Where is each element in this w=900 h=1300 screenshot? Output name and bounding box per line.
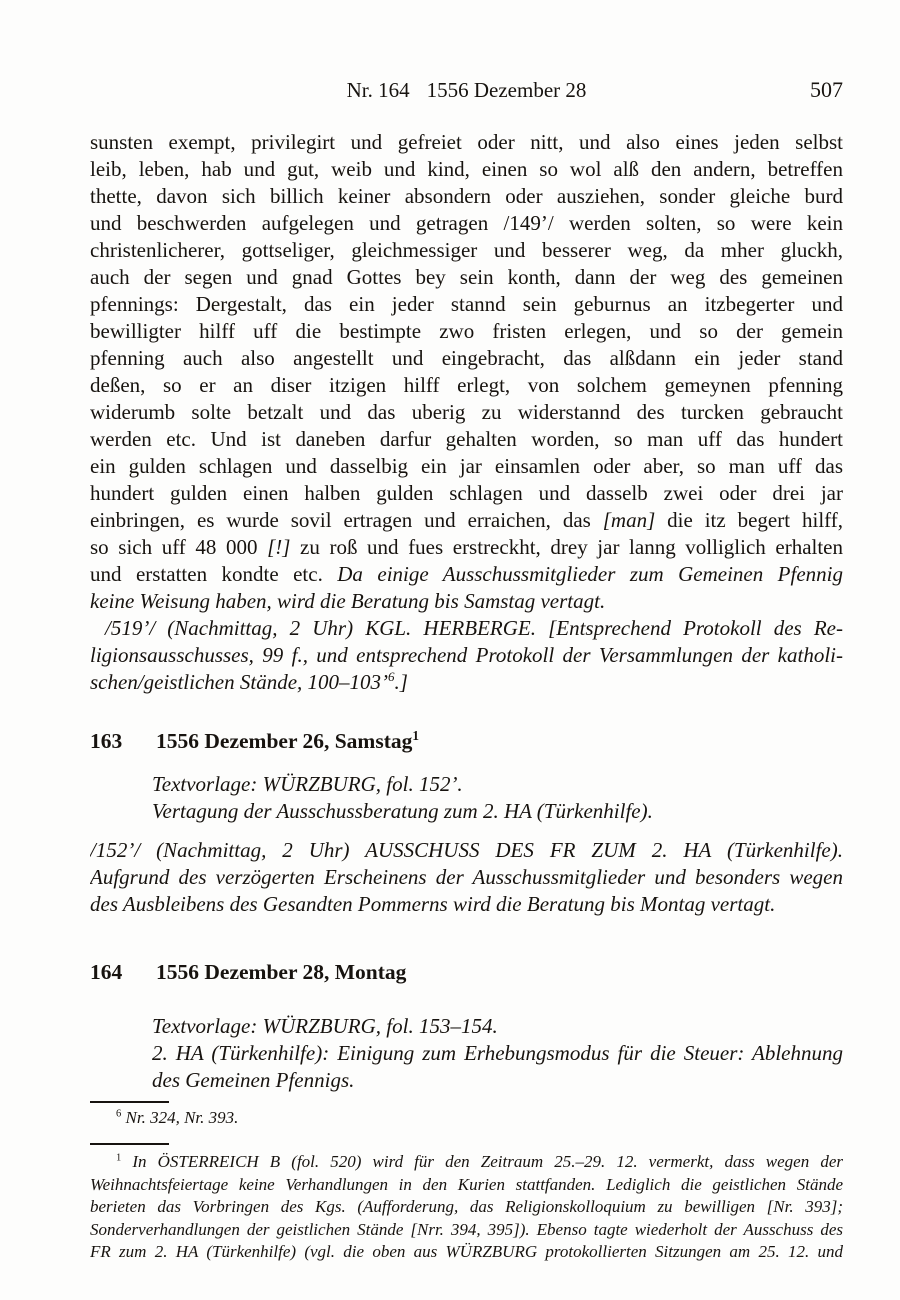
section-163-body	[90, 837, 843, 918]
text-segment: berieten das Vorbringen des Kgs. (Aufforderung, das Religionskolloquium zu bewilligen [Nr. 393];	[90, 1197, 843, 1217]
text-line	[90, 1219, 843, 1241]
text-line	[90, 642, 843, 669]
text-segment: Nr. 324, Nr. 393.	[121, 1108, 239, 1127]
footnote-6	[90, 1107, 843, 1129]
text-line	[90, 864, 843, 891]
text-line	[90, 426, 843, 453]
text-line	[90, 318, 843, 345]
text-segment: so sich uff 48 000	[90, 535, 268, 559]
text-line	[90, 588, 843, 615]
text-segment: /152’/ (Nachmittag, 2 Uhr) AUSSCHUSS DES FR ZUM 2. HA (Türkenhilfe).	[90, 838, 843, 862]
text-segment: ein gulden schlagen und dasselbig ein jar einsamlen oder aber, so man uff das	[90, 454, 843, 478]
section-number: 163	[90, 729, 123, 753]
section-title: 1556 Dezember 28, Montag	[156, 960, 407, 984]
section-164-regest	[152, 1013, 843, 1094]
footnote-ref: 6	[388, 669, 395, 684]
text-segment: christenlicherer, gottseliger, gleichmessiger und besserer weg, da mher gluckh,	[90, 238, 843, 262]
section-title: 1556 Dezember 26, Samstag$^1$	[156, 727, 420, 753]
text-line	[90, 1196, 843, 1218]
text-line	[90, 345, 843, 372]
text-line	[90, 453, 843, 480]
text-segment: In ÖSTERREICH B (fol. 520) wird für den Zeitraum 25.–29. 12. vermerkt, dass wegen der	[121, 1152, 843, 1172]
text-segment: werden etc. Und ist daneben darfur gehalten worden, so man uff das hundert	[90, 427, 843, 451]
continuation-paragraph	[90, 129, 843, 696]
text-segment: zu roß und fues erstreckht, drey jar lanng volliglich erhalten	[290, 535, 843, 559]
text-line	[90, 507, 843, 534]
text-line	[90, 534, 843, 561]
text-line	[90, 183, 843, 210]
footnote-1	[90, 1151, 843, 1263]
text-segment: und erstatten kondte etc.	[90, 562, 338, 586]
footnote-ref: 1	[412, 727, 420, 743]
text-line	[90, 1174, 843, 1196]
section-163-regest	[152, 771, 843, 825]
text-line	[152, 1013, 843, 1040]
text-line	[90, 1107, 843, 1129]
text-segment: pfennings: Dergestalt, das ein jeder stannd sein geburnus an itzbegerter und	[90, 292, 843, 316]
page-content	[90, 129, 843, 1263]
text-line	[90, 561, 843, 588]
text-segment: Textvorlage: WÜRZBURG, fol. 153–154.	[152, 1014, 498, 1038]
text-segment: keine Weisung haben, wird die Beratung bis Samstag vertagt.	[90, 589, 606, 613]
text-segment: thette, davon sich billich keiner absondern oder ausziehen, sonder gleiche burd	[90, 184, 843, 208]
text-segment: einbringen, es wurde sovil ertragen und erraichen, das	[90, 508, 603, 532]
text-line	[90, 1151, 843, 1173]
text-segment: die itz begert hilff,	[655, 508, 843, 532]
text-segment: des Ausbleibens des Gesandten Pommerns wird die Beratung bis Montag vertagt.	[90, 892, 776, 916]
footnote-ref: 1	[116, 1152, 122, 1164]
text-line	[90, 291, 843, 318]
text-line	[90, 399, 843, 426]
text-segment: bewilligter hilff uff die bestimpte zwo fristen erlegen, und so der gemein	[90, 319, 843, 343]
text-line	[90, 669, 843, 696]
text-line	[90, 372, 843, 399]
footnote-separator-rule	[90, 1101, 169, 1103]
text-segment: Da einige Ausschussmitglieder zum Gemeinen Pfennig	[337, 562, 843, 586]
text-segment: auch der segen und gnad Gottes bey sein konth, dann der weg des gemeinen	[90, 265, 843, 289]
text-segment: .]	[394, 670, 408, 694]
text-line	[152, 771, 843, 798]
text-segment: pfenning auch also angestellt und eingebracht, das alßdann ein jeder stand	[90, 346, 843, 370]
text-segment: FR zum 2. HA (Türkenhilfe) (vgl. die oben aus WÜRZBURG protokollierten Sitzungen am 25. 12. und	[90, 1241, 843, 1261]
text-segment: und beschwerden aufgelegen und getragen /149’/ werden solten, so were kein	[90, 211, 843, 235]
text-segment: Aufgrund des verzögerten Erscheinens der Ausschussmitglieder und besonders wegen	[90, 865, 843, 889]
text-segment: /519’/ (Nachmittag, 2 Uhr) KGL. HERBERGE. [Entsprechend Protokoll des Re-	[105, 616, 843, 640]
text-line	[90, 156, 843, 183]
text-segment: Vertagung der Ausschussberatung zum 2. HA (Türkenhilfe).	[152, 799, 653, 823]
text-segment: 2. HA (Türkenhilfe): Einigung zum Erhebungsmodus für die Steuer: Ablehnung	[152, 1041, 843, 1065]
running-header	[90, 77, 843, 104]
text-line	[90, 891, 843, 918]
running-title-nr: Nr. 164	[346, 78, 410, 102]
text-line	[90, 210, 843, 237]
text-segment: widerumb solte betzalt und das uberig zu widerstannd des turcken gebraucht	[90, 400, 843, 424]
text-segment: deßen, so er an diser itzigen hilff erlegt, von solchem gemeynen pfenning	[90, 373, 843, 397]
text-segment: [man]	[602, 508, 656, 532]
text-line	[90, 129, 843, 156]
text-segment: Textvorlage: WÜRZBURG, fol. 152’.	[152, 772, 463, 796]
text-segment: ligionsausschusses, 99 f., und entsprechend Protokoll der Versammlungen der katholi-	[90, 643, 843, 667]
text-line	[90, 615, 843, 642]
text-line	[152, 1040, 843, 1067]
text-segment: [!]	[267, 535, 291, 559]
running-title	[90, 77, 843, 104]
section-164-heading	[90, 958, 843, 986]
text-segment: hundert gulden einen halben gulden schlagen und dasselb zwei oder drei jar	[90, 481, 843, 505]
text-segment: Sonderverhandlungen der geistlichen Stände [Nrr. 394, 395]). Ebenso tagte wiederholt der Ausschuss des	[90, 1219, 843, 1239]
text-line	[90, 1241, 843, 1263]
text-line	[152, 798, 843, 825]
text-line	[90, 264, 843, 291]
text-line	[152, 1067, 843, 1094]
text-segment: leib, leben, hab und gut, weib und kind, einen so wol alß den andern, betreffen	[90, 157, 843, 181]
section-number: 164	[90, 960, 123, 984]
text-segment: schen/geistlichen Stände, 100–103’	[90, 670, 389, 694]
text-segment: sunsten exempt, privilegirt und gefreiet oder nitt, und also eines jeden selbst	[90, 130, 843, 154]
text-line	[90, 837, 843, 864]
text-line	[90, 480, 843, 507]
text-segment: Weihnachtsfeiertage keine Verhandlungen in den Kurien stattfanden. Lediglich die geistlichen Stände	[90, 1174, 843, 1194]
running-title-date: 1556 Dezember 28	[426, 78, 587, 102]
text-line	[90, 237, 843, 264]
section-163-heading	[90, 727, 843, 755]
footnote-separator-rule	[90, 1143, 169, 1145]
text-segment: des Gemeinen Pfennigs.	[152, 1068, 355, 1092]
page-number: 507	[810, 77, 843, 102]
footnote-ref: 6	[116, 1108, 122, 1120]
